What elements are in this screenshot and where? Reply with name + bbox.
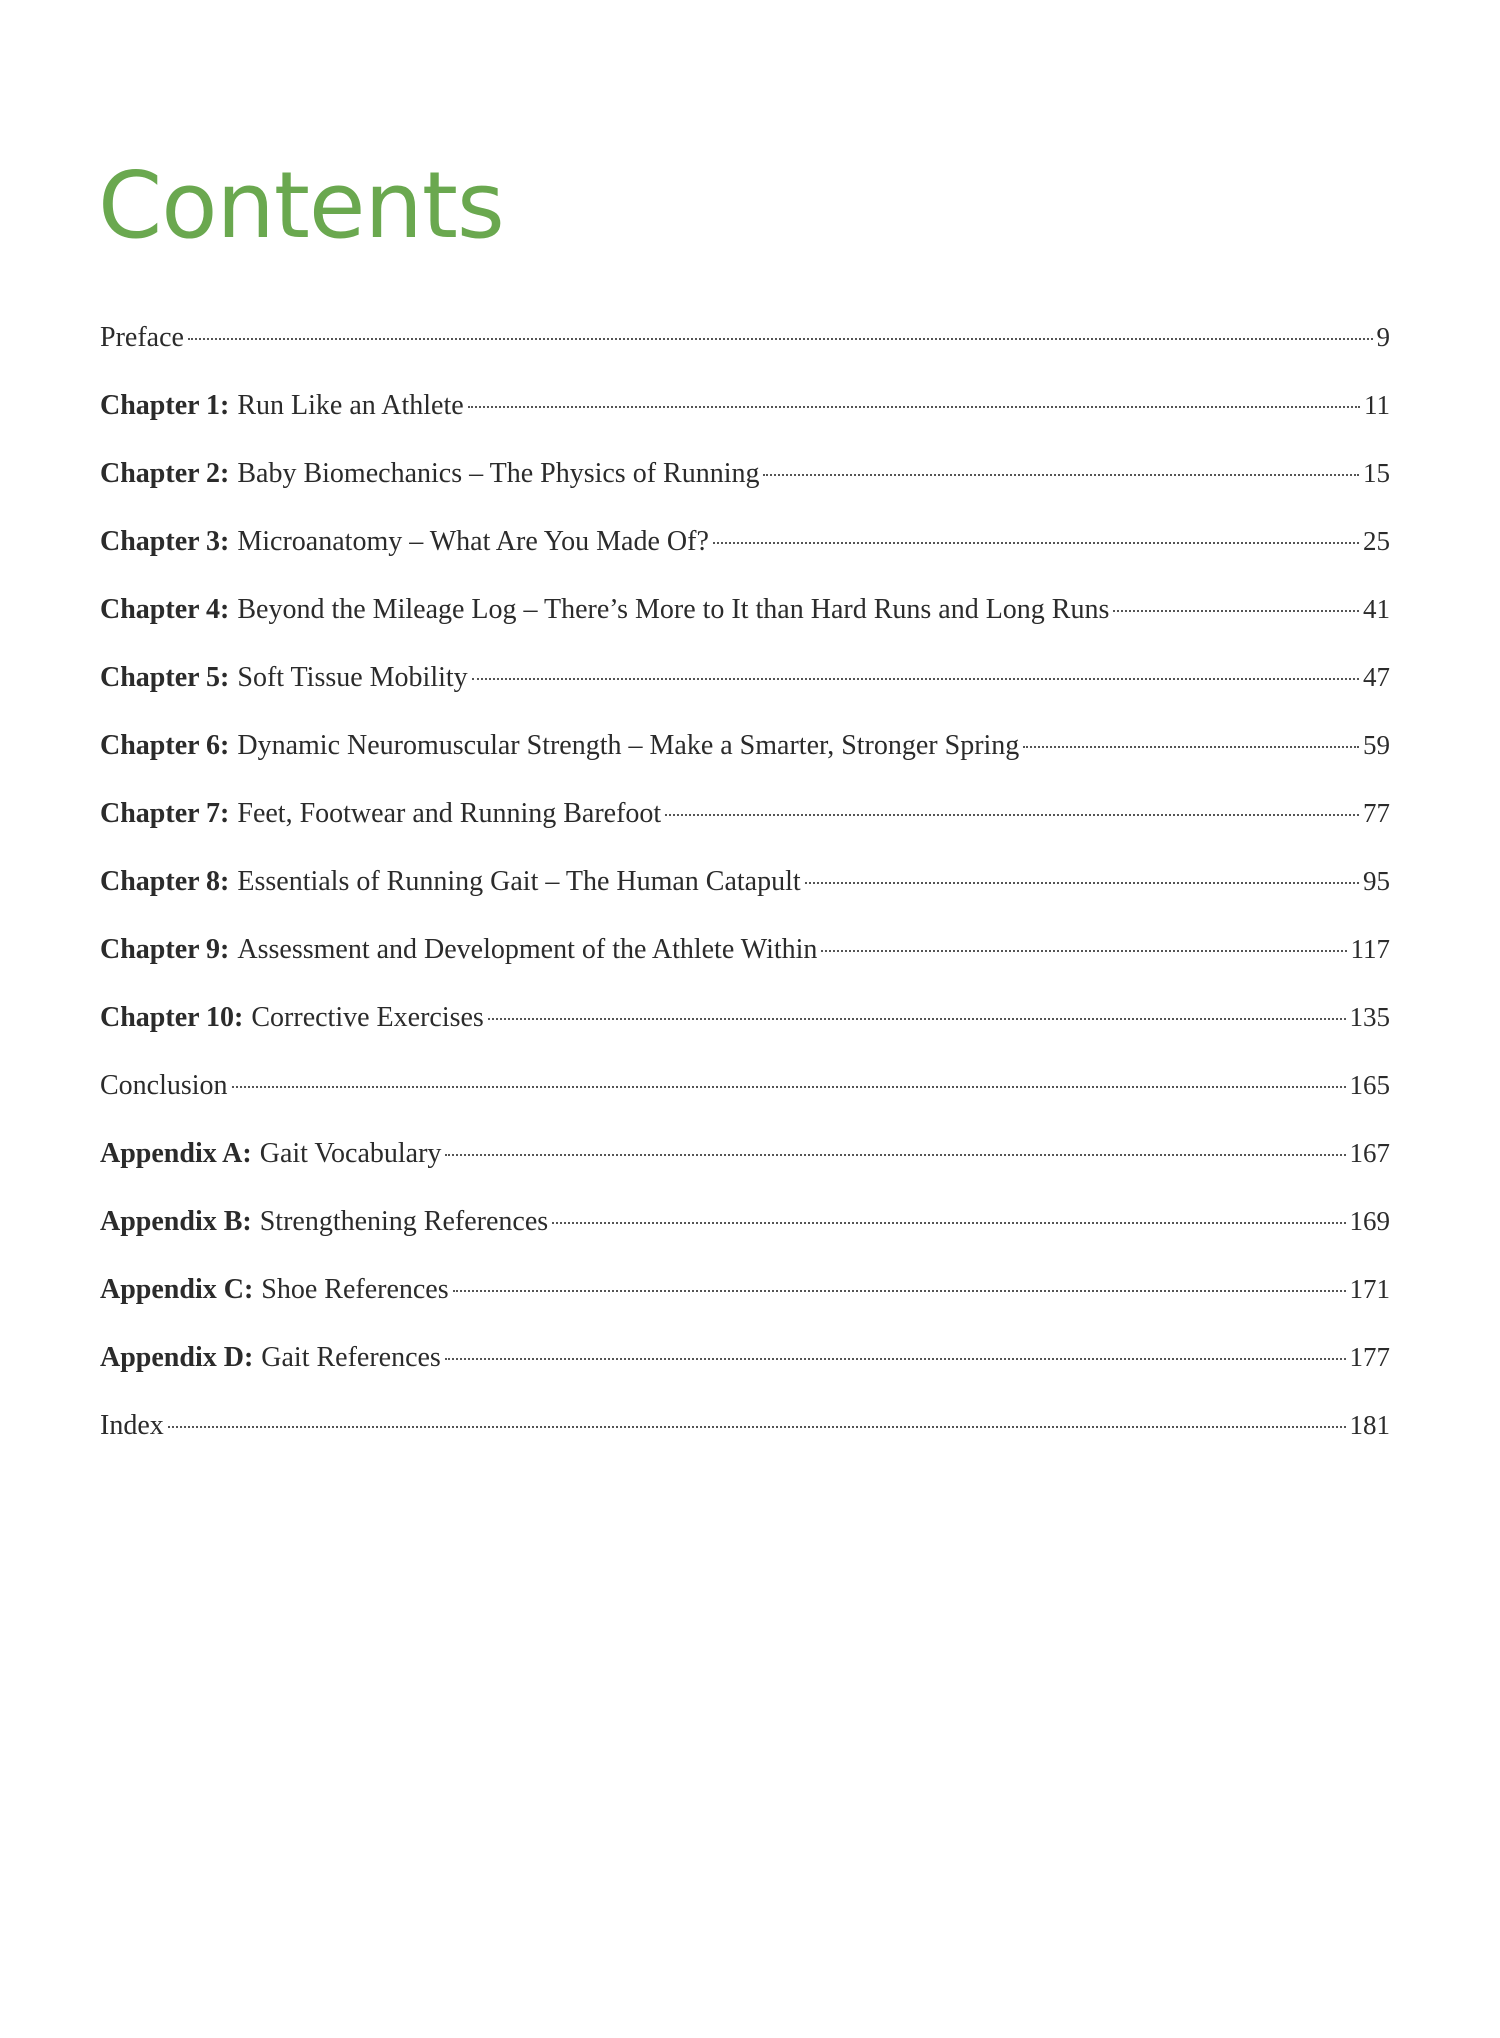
toc-entry-title: Baby Biomechanics – The Physics of Running [237, 458, 760, 489]
dot-leader [552, 1222, 1345, 1224]
toc-entry[interactable] [100, 1274, 1390, 1342]
toc-entry-prefix: Chapter 5: [100, 662, 230, 693]
toc-entry-label [100, 1342, 441, 1374]
toc-entry-prefix: Chapter 9: [100, 934, 230, 965]
toc-entry-title: Index [100, 1410, 164, 1441]
toc-entry-page-number: 59 [1363, 730, 1390, 760]
toc-entry-title: Gait References [261, 1342, 441, 1373]
toc-entry[interactable] [100, 1070, 1390, 1138]
toc-entry[interactable] [100, 662, 1390, 730]
toc-entry-page-number: 117 [1350, 934, 1390, 964]
page-title: Contents [98, 152, 504, 259]
dot-leader [445, 1154, 1345, 1156]
toc-entry-label [100, 390, 464, 422]
toc-entry-label [100, 594, 1109, 626]
toc-entry-title: Strengthening References [259, 1206, 549, 1237]
toc-entry-label [100, 1274, 449, 1306]
toc-entry-title: Feet, Footwear and Running Barefoot [237, 798, 662, 829]
toc-entry-label [100, 1410, 164, 1442]
toc-entry-label [100, 1138, 441, 1170]
toc-entry[interactable] [100, 934, 1390, 1002]
dot-leader [232, 1086, 1346, 1088]
toc-entry-prefix: Chapter 4: [100, 594, 230, 625]
toc-entry-title: Beyond the Mileage Log – There’s More to It than Hard Runs and Long Runs [237, 594, 1110, 625]
dot-leader [453, 1290, 1346, 1292]
dot-leader [665, 814, 1359, 816]
toc-entry[interactable] [100, 322, 1390, 390]
toc-entry-label [100, 730, 1019, 762]
toc-entry[interactable] [100, 390, 1390, 458]
toc-entry-label [100, 798, 661, 830]
toc-entry-prefix: Chapter 1: [100, 390, 230, 421]
toc-entry-title: Corrective Exercises [251, 1002, 484, 1033]
toc-entry[interactable] [100, 1206, 1390, 1274]
toc-entry-label [100, 934, 817, 966]
toc-entry[interactable] [100, 1410, 1390, 1478]
toc-entry-page-number: 77 [1363, 798, 1390, 828]
toc-entry-prefix: Chapter 3: [100, 526, 230, 557]
toc-entry-page-number: 169 [1349, 1206, 1390, 1236]
toc-entry-page-number: 167 [1349, 1138, 1390, 1168]
toc-entry-page-number: 181 [1349, 1410, 1390, 1440]
toc-entry[interactable] [100, 526, 1390, 594]
toc-entry-title: Preface [100, 322, 184, 353]
dot-leader [188, 338, 1373, 340]
toc-entry-title: Dynamic Neuromuscular Strength – Make a Smarter, Stronger Spring [237, 730, 1020, 761]
table-of-contents [100, 322, 1390, 1478]
toc-entry-label [100, 458, 759, 490]
toc-entry[interactable] [100, 866, 1390, 934]
toc-entry-title: Assessment and Development of the Athlete Within [237, 934, 818, 965]
toc-entry-label [100, 1002, 484, 1034]
toc-entry-page-number: 25 [1363, 526, 1390, 556]
toc-entry-page-number: 11 [1364, 390, 1390, 420]
toc-entry-title: Shoe References [261, 1274, 449, 1305]
toc-entry-prefix: Appendix C: [100, 1274, 254, 1305]
toc-entry-title: Run Like an Athlete [237, 390, 464, 421]
toc-entry-page-number: 95 [1363, 866, 1390, 896]
toc-entry[interactable] [100, 1002, 1390, 1070]
toc-entry-label [100, 1206, 548, 1238]
dot-leader [1113, 610, 1359, 612]
toc-entry-label [100, 322, 184, 354]
toc-entry-title: Microanatomy – What Are You Made Of? [237, 526, 709, 557]
toc-entry-page-number: 47 [1363, 662, 1390, 692]
toc-entry[interactable] [100, 1342, 1390, 1410]
toc-entry[interactable] [100, 798, 1390, 866]
toc-entry-page-number: 177 [1349, 1342, 1390, 1372]
dot-leader [1023, 746, 1359, 748]
toc-entry-title: Conclusion [100, 1070, 228, 1101]
toc-entry-title: Soft Tissue Mobility [237, 662, 468, 693]
toc-entry-page-number: 41 [1363, 594, 1390, 624]
toc-entry-prefix: Chapter 7: [100, 798, 230, 829]
toc-entry-prefix: Appendix A: [100, 1138, 252, 1169]
toc-entry-label [100, 662, 468, 694]
toc-entry-label [100, 1070, 228, 1102]
toc-entry-prefix: Chapter 10: [100, 1002, 244, 1033]
dot-leader [821, 950, 1346, 952]
toc-entry-page-number: 135 [1349, 1002, 1390, 1032]
dot-leader [488, 1018, 1346, 1020]
toc-entry-label [100, 526, 709, 558]
toc-entry[interactable] [100, 458, 1390, 526]
toc-entry-prefix: Chapter 8: [100, 866, 230, 897]
toc-entry-page-number: 15 [1363, 458, 1390, 488]
toc-entry-label [100, 866, 801, 898]
dot-leader [713, 542, 1359, 544]
toc-entry[interactable] [100, 1138, 1390, 1206]
dot-leader [472, 678, 1359, 680]
toc-entry-title: Gait Vocabulary [259, 1138, 442, 1169]
toc-entry-title: Essentials of Running Gait – The Human Catapult [237, 866, 801, 897]
dot-leader [445, 1358, 1346, 1360]
dot-leader [468, 406, 1360, 408]
toc-entry-prefix: Chapter 2: [100, 458, 230, 489]
dot-leader [763, 474, 1359, 476]
toc-entry-page-number: 165 [1349, 1070, 1390, 1100]
dot-leader [805, 882, 1359, 884]
toc-entry-prefix: Appendix D: [100, 1342, 254, 1373]
dot-leader [168, 1426, 1346, 1428]
toc-entry-page-number: 171 [1349, 1274, 1390, 1304]
toc-entry[interactable] [100, 730, 1390, 798]
toc-entry-page-number: 9 [1376, 322, 1390, 352]
toc-entry[interactable] [100, 594, 1390, 662]
toc-entry-prefix: Chapter 6: [100, 730, 230, 761]
toc-entry-prefix: Appendix B: [100, 1206, 252, 1237]
